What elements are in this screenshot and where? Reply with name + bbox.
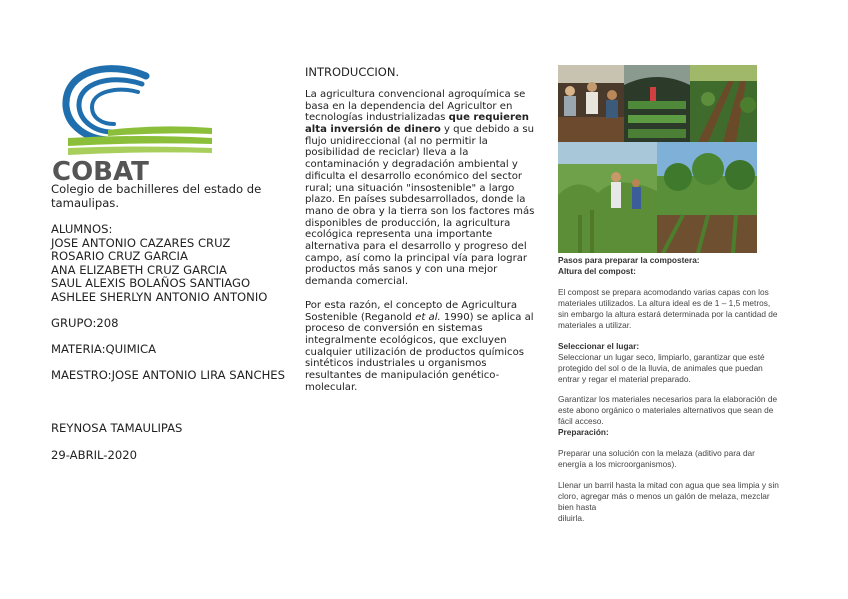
select-place-section (558, 341, 765, 385)
text-line: protegido del sol o de la lluvia, de animales que puedan (558, 362, 763, 373)
text-line: Seleccionar un lugar seco, limpiarlo, garantizar que esté (558, 351, 765, 362)
text-line: Sostenible (Reganold et al. 1990) se aplica al (305, 311, 534, 323)
text-line: materiales a utilizar. (558, 319, 632, 330)
text-line: proceso de conversión en sistemas (305, 323, 483, 335)
text-line: campo, así como la principal vía para lograr (305, 252, 528, 264)
city: REYNOSA TAMAULIPAS (51, 421, 183, 435)
students-block (51, 223, 267, 304)
text-line: Por esta razón, el concepto de Agricultura (305, 300, 518, 311)
text-line: sin embargo la altura estará determinada por la cantidad de (558, 308, 778, 319)
text-line: Garantizar los materiales necesarios para la elaboración de (558, 394, 778, 404)
emphasis: que requieren (448, 112, 529, 124)
student-name: JOSE ANTONIO CAZARES CRUZ (51, 235, 231, 250)
photo-orchard (657, 142, 757, 253)
heading-preparation: Preparación: (558, 426, 609, 437)
students-label: ALUMNOS: (51, 222, 113, 236)
text-line: integralmente ecológicos, que excluyen (305, 335, 507, 347)
text-line: contaminación y degradación ambiental y (305, 159, 518, 171)
materials-section (558, 394, 777, 438)
text-line: este abono orgánico o materiales alternativos que sean de (558, 404, 774, 415)
cobat-logo (50, 62, 220, 182)
text-line: productos más sanos y con una mejor (305, 264, 498, 276)
text-line: sintéticos industriales u organismos (305, 358, 487, 370)
logo-wordmark: COBAT (52, 157, 149, 182)
photo-greenhouse (624, 65, 690, 142)
photo-nursery-workers (558, 65, 624, 142)
text-line: La agricultura convencional agroquímica se (305, 89, 526, 100)
student-name: SAUL ALEXIS BOLAÑOS SANTIAGO (51, 276, 251, 290)
emphasis: alta inversión de dinero (305, 124, 441, 136)
preparation-step-2 (558, 480, 779, 524)
text-line: posibilidad de reciclar) lleva a la (305, 147, 469, 159)
text-line: cloro, agregar más o menos un galón de melaza, mezclar (558, 490, 770, 501)
heading-compost-height: Altura del compost: (558, 265, 636, 276)
text-line: resultantes de manipulación genético- (305, 370, 500, 382)
subject: MATERIA:QUIMICA (51, 342, 157, 356)
compost-steps (558, 255, 700, 277)
text-line: diluirla. (558, 512, 585, 523)
text-line: materiales utilizados. La altura ideal es de 1 – 1,5 metros, (558, 297, 771, 308)
text-line: tecnologías industrializadas que requieren (305, 112, 529, 124)
heading-select-place: Seleccionar el lugar: (558, 341, 640, 351)
text-line: rural; una situación "insostenible" a largo (305, 182, 515, 194)
text-line: entrar y regar el material preparado. (558, 373, 691, 384)
text-line: alta inversión de dinero y que debido a su (305, 124, 535, 136)
text-line: cualquier utilización de productos químicos (305, 346, 525, 358)
text-line: bien hasta (558, 501, 597, 512)
group: GRUPO:208 (51, 316, 119, 330)
text-line: energía a los microorganismos). (558, 458, 677, 469)
photo-field-rows (690, 65, 757, 142)
text-line: flujo unidireccional (al no permitir la (305, 135, 488, 147)
text-line: disponibles de producción, la agricultura (305, 217, 511, 229)
logo-green-stripes (68, 126, 212, 155)
photo-crop-field-people (558, 142, 657, 253)
text-line: dificulta el desarrollo económico del sector (305, 170, 523, 182)
agriculture-photo-collage (558, 65, 757, 253)
teacher: MAESTRO:JOSE ANTONIO LIRA SANCHES (51, 368, 285, 382)
text-line: fácil acceso. (558, 415, 604, 426)
text-line: demanda comercial. (305, 276, 409, 287)
text-line: El compost se prepara acomodando varias capas con los (558, 287, 769, 297)
citation-italic: et al. (415, 311, 441, 323)
text-line: alternativa para el desarrollo y progreso del (305, 240, 527, 252)
intro-paragraph-2 (305, 300, 537, 394)
text-line: Llenar un barril hasta la mitad con agua que sea limpia y sin (558, 480, 779, 490)
intro-paragraph-1 (305, 89, 537, 288)
heading-compost-steps: Pasos para preparar la compostera: (558, 255, 700, 265)
school-name: Colegio de bachilleres del estado de tamaulipas. (51, 182, 262, 210)
text-line: plazo. En países subdesarrollados, donde la (305, 194, 526, 206)
compost-height-text (558, 287, 778, 331)
preparation-step-1 (558, 448, 755, 470)
text-line: Preparar una solución con la melaza (aditivo para dar (558, 448, 755, 458)
student-name: ASHLEE SHERLYN ANTONIO ANTONIO (51, 289, 268, 304)
student-name: ANA ELIZABETH CRUZ GARCIA (51, 262, 227, 277)
date: 29-ABRIL-2020 (51, 448, 137, 462)
text-line: mano de obra y la tierra son los factores más (305, 205, 535, 217)
intro-title: INTRODUCCION. (305, 65, 400, 79)
student-name: ROSARIO CRUZ GARCIA (51, 249, 188, 263)
text-line: ecológica representa una importante (305, 229, 493, 241)
text-line: basa en la dependencia del Agricultor en (305, 100, 513, 112)
text-line: molecular. (305, 381, 358, 393)
